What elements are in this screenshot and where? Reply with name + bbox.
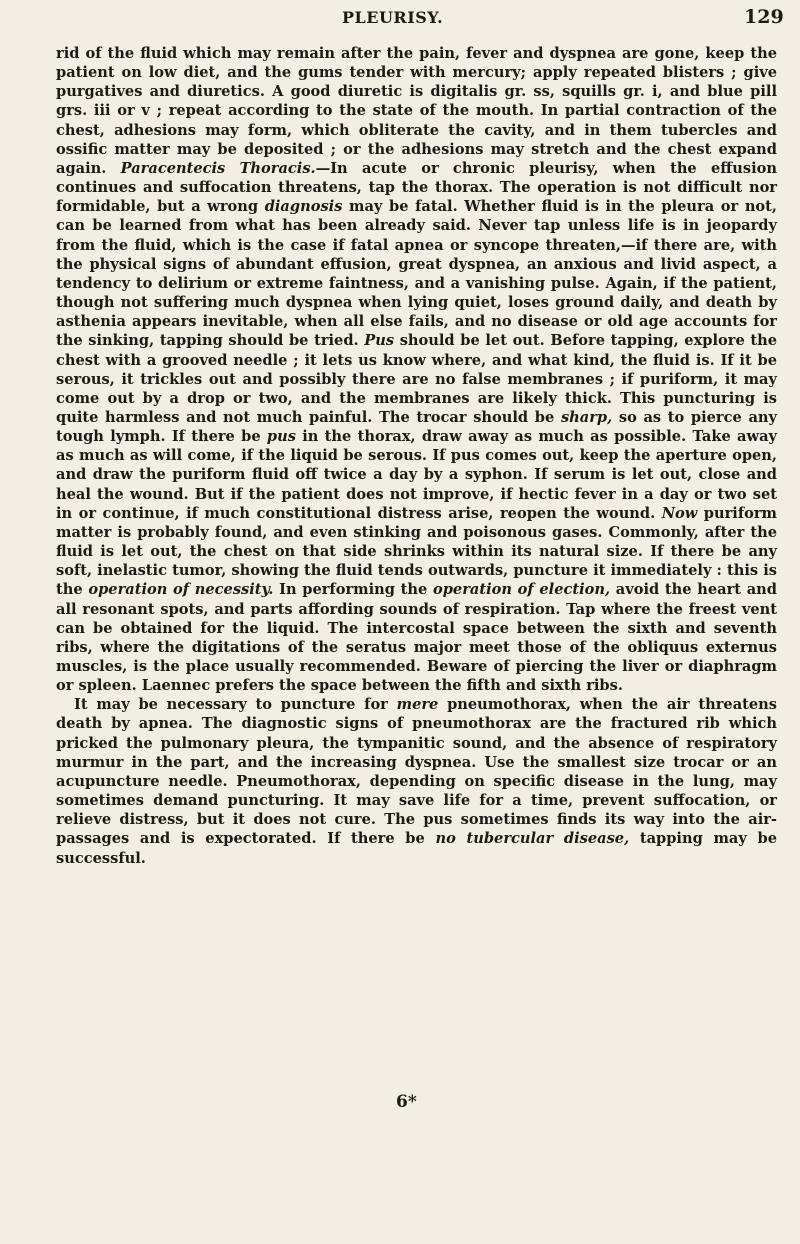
emphasis: pus — [266, 428, 296, 446]
emphasis: mere — [396, 696, 439, 714]
emphasis: operation of election, — [432, 581, 611, 599]
emphasis: Now — [661, 504, 698, 522]
text-run: It may be necessary to puncture for — [74, 696, 397, 714]
running-title: PLEURISY. — [342, 8, 444, 27]
body-text — [56, 44, 777, 868]
text-run: so as to pierce any tough lymph. If there be — [56, 408, 777, 446]
emphasis: no tubercular disease, — [435, 830, 630, 848]
text-run: pneumothorax, when the air threatens death by apnea. The diagnostic signs of pneumothorax are the fractured rib which pricked the pulmonary pleura, the tympanitic sound, and the absence of respiratory murmur in the part, and the increasing dyspnea. Use the smallest size trocar or an acupuncture needle. Pneumothorax, depending on specific disease in the lung, may sometimes demand puncturing. It may save life for a time, prevent suffocation, or relieve distress, but it does not cure. The pus sometimes finds its way into the air-passages and is expectorated. If there be — [56, 696, 777, 848]
text-run: may be fatal. Whether fluid is in the pleura or not, can be learned from what has been already said. Never tap unless life is in jeopardy from the fluid, which is the case if fatal apnea or syncope threaten,—if there are, with the physical signs of abundant effusion, great dyspnea, an anxious and livid aspect, a tendency to delirium or extreme faintness, and a vanishing pulse. Again, if the patient, though not suffering much dyspnea when lying quiet, loses ground daily, and death by asthenia appears inevitable, when all else fails, and no disease or old age accounts for the sinking, tapping should be tried. — [56, 198, 777, 350]
text-run: should be let out. Before tapping, explore the chest with a grooved needle ; it lets us know where, and what kind, the fluid is. If it be serous, it trickles out and possibly there are no false membranes ; if puriform, it may come out by a drop or two, and the membranes are likely thick. This puncturing is quite harmless and not much painful. The trocar should be — [56, 332, 777, 426]
text-run: puriform matter is probably found, and even stinking and poisonous gases. Commonly, after the fluid is let out, the chest on that side shrinks within its natural size. If there be any soft, inelastic tumor, showing the fluid tends outwards, puncture it immediately : this is the — [56, 504, 777, 599]
paragraph-pneumothorax — [56, 695, 777, 867]
emphasis: operation of necessity. — [88, 581, 274, 599]
text-run: in the thorax, draw away as much as possible. Take away as much as will come, if the liquid be serous. If pus comes out, keep the aperture open, and draw the puriform fluid off twice a day by a syphon. If serum is let out, close and heal the wound. But if the patient does not improve, if hectic fever in a day or two set in or continue, if much constitutional distress arise, reopen the wound. — [56, 428, 777, 522]
signature-mark: 6* — [396, 1092, 417, 1112]
text-run: In performing the — [273, 581, 433, 599]
paragraph-tapping — [56, 44, 777, 695]
page-number: 129 — [744, 6, 784, 28]
text-run: rid of the fluid which may remain after the pain, fever and dyspnea are gone, keep the patient on low diet, and the gums tender with mercury; apply repeated blisters ; give purgatives and diuretics. A good diuretic is digitalis gr. ss, squills gr. i, and blue pill grs. iii or v ; repeat according to the state of the mouth. In partial contraction of the chest, adhesions may form, which obliterate the cavity, and in them tubercles and ossific matter may be deposited ; or the adhesions may stretch and the chest expand again. — [56, 45, 777, 177]
emphasis: diagnosis — [264, 198, 343, 216]
text-run: tapping may be successful. — [56, 830, 777, 867]
text-run: avoid the heart and all resonant spots, and parts affording sounds of respiration. Tap where the freest vent can be obtained for the liquid. The intercostal space between the sixth and seventh ribs, where the digitations of the seratus major meet those of the obliquus externus muscles, is the place usually recommended. Beware of piercing the liver or diaphragm or spleen. Laennec prefers the space between the fifth and sixth ribs. — [56, 581, 777, 695]
emphasis: Pus — [364, 332, 395, 350]
text-run: —In acute or chronic pleurisy, when the effusion continues and suffocation threatens, tap the thorax. The operation is not difficult nor formidable, but a wrong — [56, 159, 777, 216]
section-heading-paracentesis: Paracentecis Thoracis. — [120, 159, 316, 177]
running-head — [0, 8, 800, 32]
emphasis: sharp, — [560, 408, 613, 426]
